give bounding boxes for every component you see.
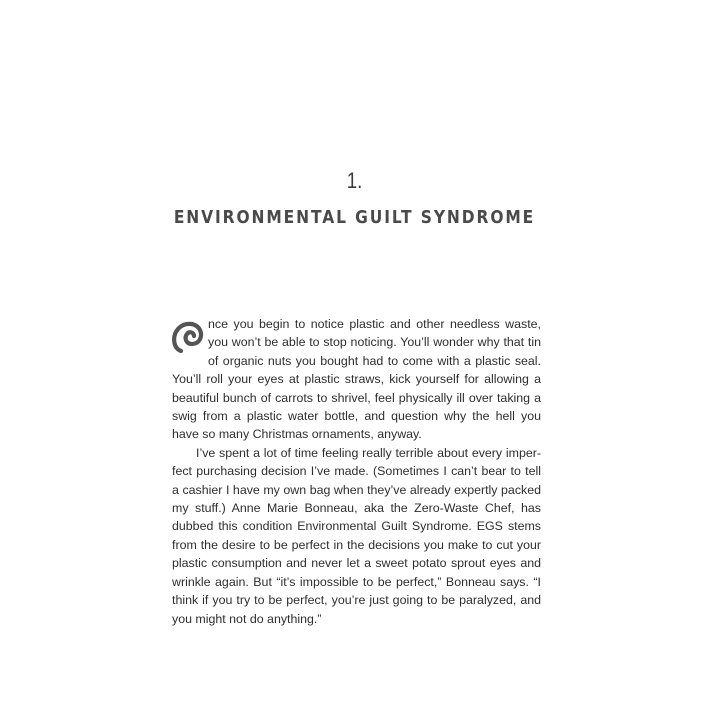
chapter-body xyxy=(172,315,541,628)
drop-cap-letter xyxy=(170,354,171,355)
chapter-title: ENVIRONMENTAL GUILT SYNDROME xyxy=(173,207,536,228)
drop-cap-o-glyph xyxy=(170,318,204,354)
chapter-number: 1. xyxy=(346,168,363,193)
drop-cap xyxy=(170,318,204,354)
paragraph-text: I’ve spent a lot of time feeling really terrible about every imperfect purchasing decision I’ve made. (Sometimes I can’t bear to tell a cashier I have my own bag when they’ve already expertly packed my stuff.) Anne Marie Bonneau, aka the Zero-Waste Chef, has dubbed this condition Environmental Guilt Syndrome. EGS stems from the desire to be perfect in the decisions you make to cut your plastic consumption and never let a sweet potato sprout eyes and wrinkle again. But “it’s impossible to be perfect,” Bonneau says. “I think if you try to be perfect, you’re just going to be paralyzed, and you might not do anything.” xyxy=(172,445,541,626)
paragraph-text: nce you begin to notice plastic and other needless waste, you won’t be able to stop noticing. You’ll wonder why that tin of organic nuts you bought had to come with a plastic seal. You’ll roll your eyes at plastic straws, kick yourself for allowing a beautiful bunch of carrots to shrivel, feel physically ill over taking a swig from a plastic water bottle, and question why the hell you have so many Christmas ornaments, anyway. xyxy=(172,317,541,442)
paragraph-2 xyxy=(172,444,541,628)
paragraph-1 xyxy=(172,315,541,444)
